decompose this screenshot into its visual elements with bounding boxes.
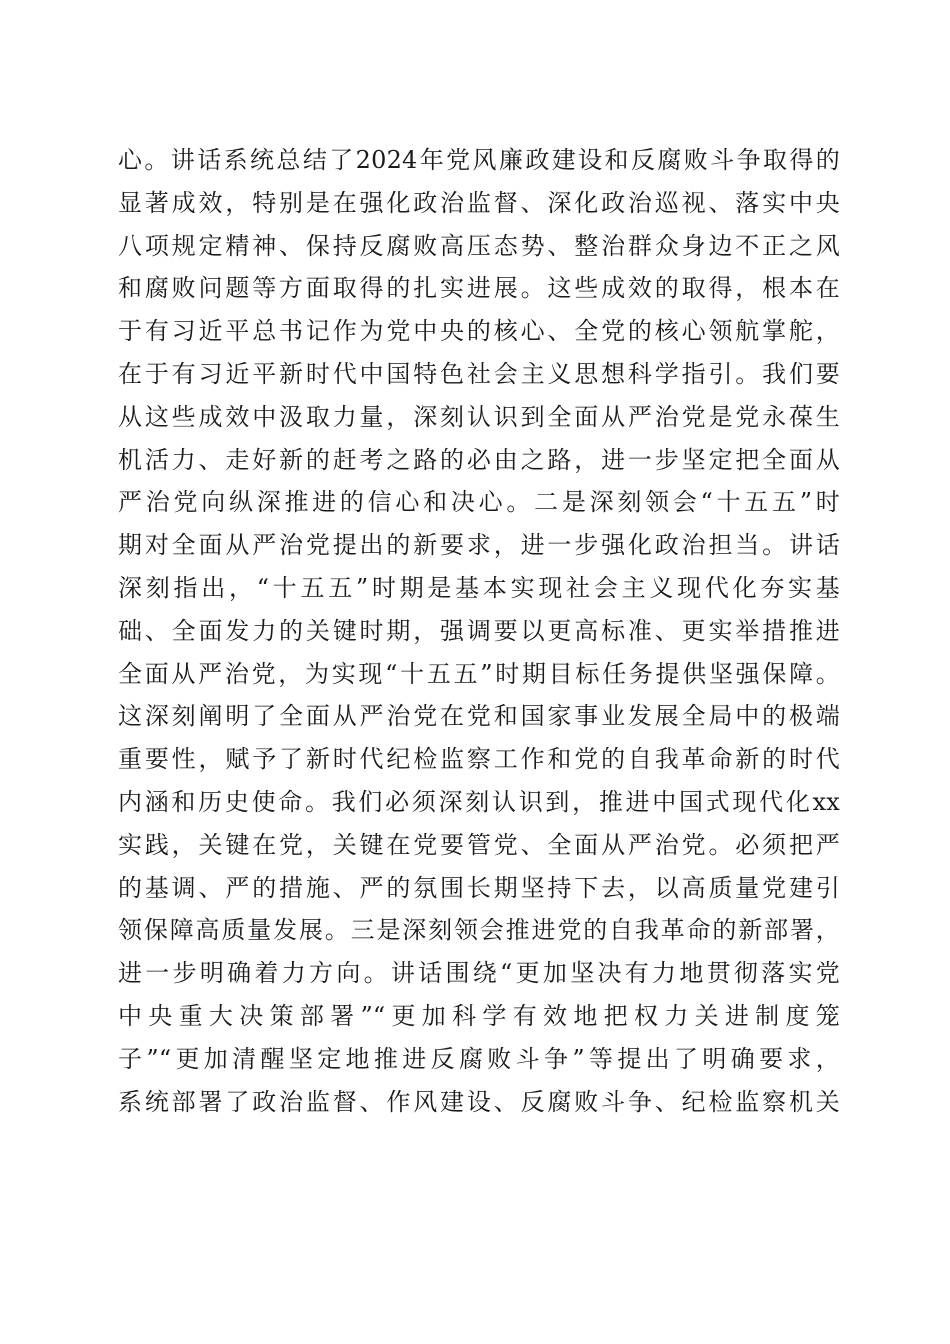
text-line: 的基调、严的措施、严的氛围长期坚持下去，以高质量党建引 [118, 873, 840, 902]
text-line: 于有习近平总书记作为党中央的核心、全党的核心领航掌舵， [118, 317, 840, 346]
text-line: 期对全面从严治党提出的新要求，进一步强化政治担当。讲话 [118, 531, 840, 560]
text-line: 严治党向纵深推进的信心和决心。二是深刻领会“十五五”时 [118, 488, 840, 517]
text-line: 机活力、走好新的赶考之路的必由之路，进一步坚定把全面从 [118, 445, 840, 474]
text-line: 进一步明确着力方向。讲话围绕“更加坚决有力地贯彻落实党 [118, 959, 840, 988]
text-line: 心。讲话系统总结了2024年党风廉政建设和反腐败斗争取得的 [118, 146, 840, 174]
text-line: 系统部署了政治监督、作风建设、反腐败斗争、纪检监察机关 [118, 1087, 840, 1116]
text-line: 这深刻阐明了全面从严治党在党和国家事业发展全局中的极端 [118, 702, 840, 731]
text-line: 从这些成效中汲取力量，深刻认识到全面从严治党是党永葆生 [118, 402, 840, 431]
text-line: 八项规定精神、保持反腐败高压态势、整治群众身边不正之风 [118, 231, 840, 260]
text-line: 重要性，赋予了新时代纪检监察工作和党的自我革命新的时代 [118, 745, 840, 774]
text-line: 中央重大决策部署”“更加科学有效地把权力关进制度笼 [118, 1001, 840, 1030]
text-line: 础、全面发力的关键时期，强调要以更高标准、更实举措推进 [118, 616, 840, 645]
body-paragraph [118, 139, 840, 1123]
text-line: 实践，关键在党，关键在党要管党、全面从严治党。必须把严 [118, 830, 840, 859]
text-line: 显著成效，特别是在强化政治监督、深化政治巡视、落实中央 [118, 188, 840, 217]
text-line: 和腐败问题等方面取得的扎实进展。这些成效的取得，根本在 [118, 274, 840, 303]
text-line: 领保障高质量发展。三是深刻领会推进党的自我革命的新部署， [118, 916, 840, 945]
text-line: 内涵和历史使命。我们必须深刻认识到，推进中国式现代化xx [118, 787, 840, 816]
text-line: 全面从严治党，为实现“十五五”时期目标任务提供坚强保障。 [118, 659, 840, 688]
text-line: 深刻指出，“十五五”时期是基本实现社会主义现代化夯实基 [118, 573, 840, 602]
text-line: 子”“更加清醒坚定地推进反腐败斗争”等提出了明确要求， [118, 1044, 840, 1073]
text-line: 在于有习近平新时代中国特色社会主义思想科学指引。我们要 [118, 359, 840, 388]
